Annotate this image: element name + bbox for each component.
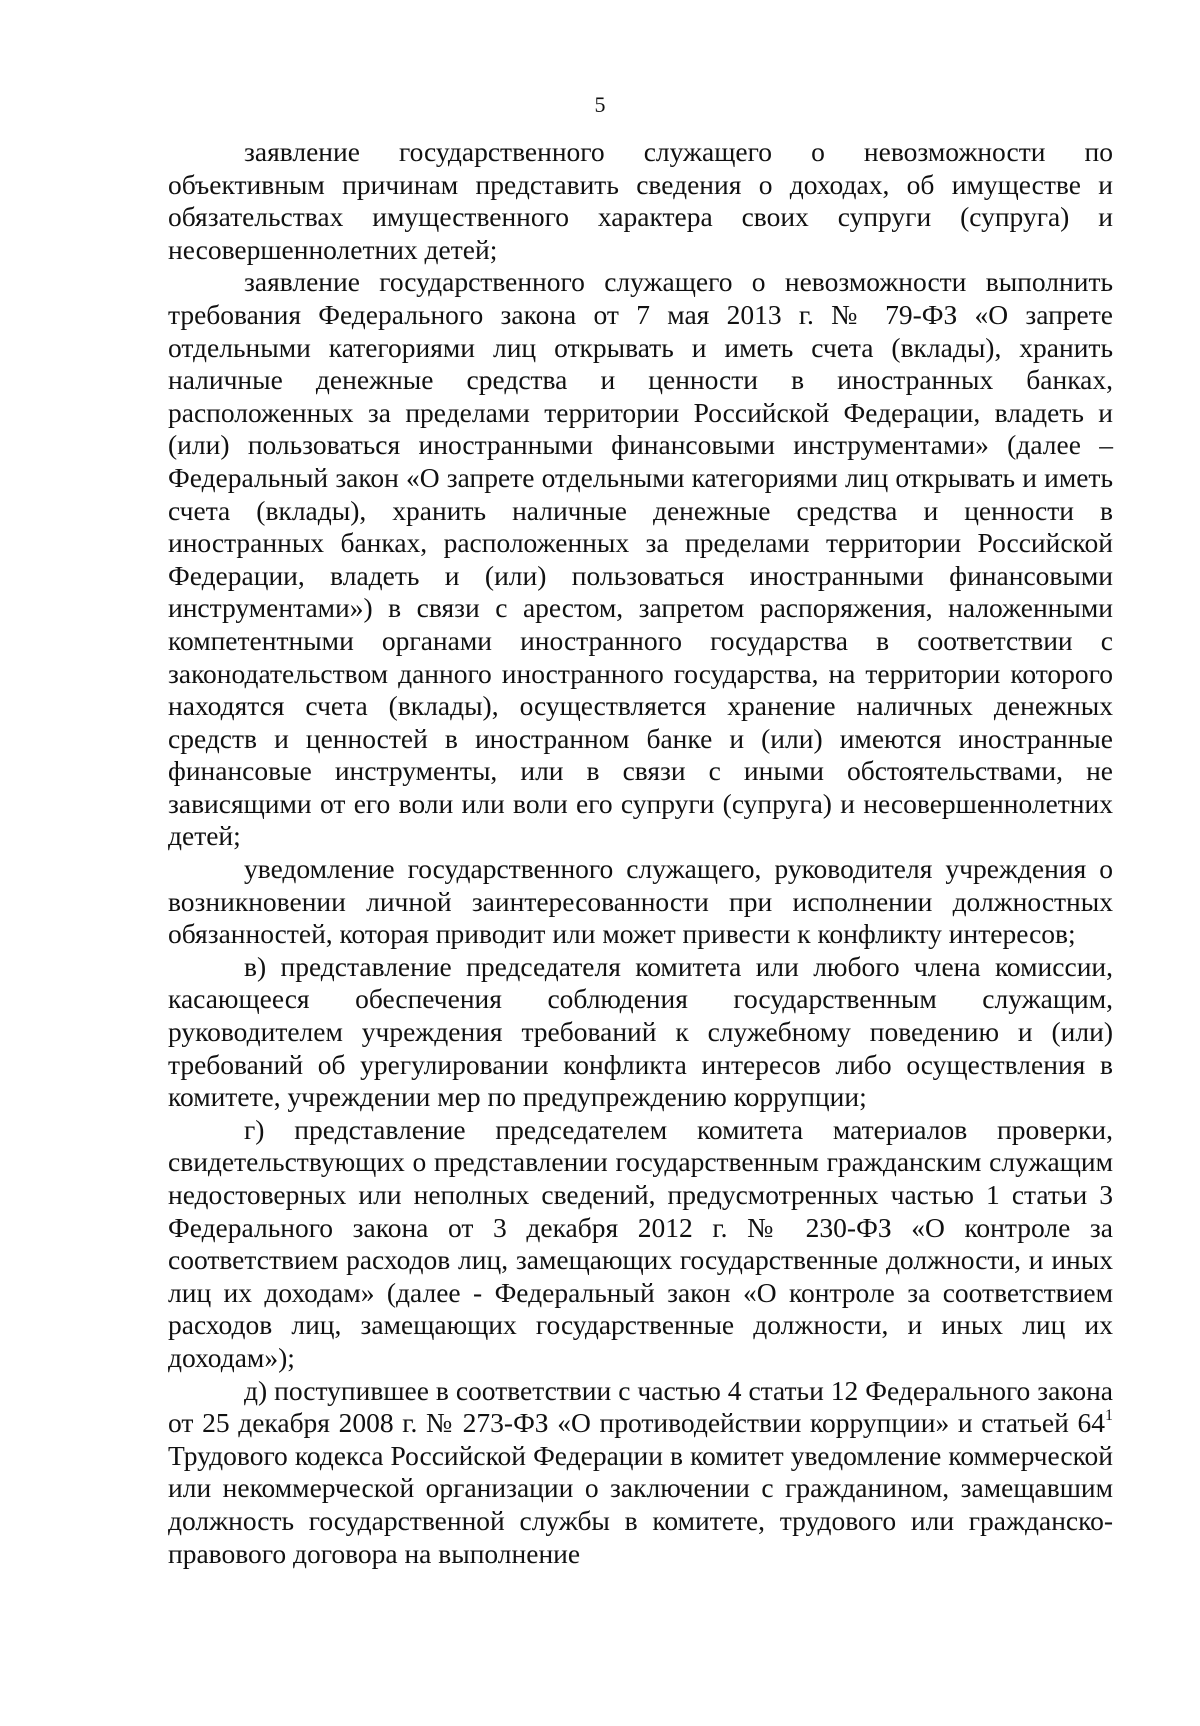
paragraph-item-d-text-after: Трудового кодекса Российской Федерации в комитет уведомление коммерческой или некоммерческой организации о заключении с гражданином, замещавшим должность государственной службы в комитете, трудового или гражданско-правового договора на выполнение <box>168 1439 1113 1569</box>
paragraph-item-g: г) представление председателем комитета материалов проверки, свидетельствующих о представлении государственным гражданским служащим недостоверных или неполных сведений, предусмотренных частью 1 статьи 3 Федерального закона от 3 декабря 2012 г. № 230-ФЗ «О контроле за соответствием расходов лиц, замещающих государственные должности, и иных лиц их доходам» (далее - Федеральный закон «О контроле за соответствием расходов лиц, замещающих государственные должности, и иных лиц их доходам»); <box>168 1113 1113 1373</box>
page-number: 5 <box>594 92 606 117</box>
paragraph-item-v: в) представление председателя комитета или любого члена комиссии, касающееся обеспечения соблюдения государственным служащим, руководителем учреждения требований к служебному поведению и (или) требований об урегулировании конфликта интересов либо осуществления в комитете, учреждении мер по предупреждению коррупции; <box>168 950 1113 1113</box>
paragraph-notification-conflict-interest: уведомление государственного служащего, руководителя учреждения о возникновении личной заинтересованности при исполнении должностных обязанностей, которая приводит или может привести к конфликту интересов; <box>168 853 1113 950</box>
paragraph-statement-impossibility-income: заявление государственного служащего о невозможности по объективным причинам представить сведения о доходах, об имуществе и обязательствах имущественного характера своих супруги (супруга) и несовершеннолетних детей; <box>168 136 1113 265</box>
paragraph-item-d-text-before: д) поступившее в соответствии с частью 4 статьи 12 Федерального закона от 25 декабря 2008 г. № 273-ФЗ «О противодействии коррупции» и статьей 64 <box>168 1374 1113 1439</box>
paragraph-item-d-superscript: 1 <box>1105 1407 1113 1425</box>
document-body <box>168 136 1113 1570</box>
paragraph-statement-foreign-accounts: заявление государственного служащего о невозможности выполнить требования Федерального закона от 7 мая 2013 г. № 79-ФЗ «О запрете отдельными категориями лиц открывать и иметь счета (вклады), хранить наличные денежные средства и ценности в иностранных банках, расположенных за пределами территории Российской Федерации, владеть и (или) пользоваться иностранными финансовыми инструментами» (далее – Федеральный закон «О запрете отдельными категориями лиц открывать и иметь счета (вклады), хранить наличные денежные средства и ценности в иностранных банках, расположенных за пределами территории Российской Федерации, владеть и (или) пользоваться иностранными финансовыми инструментами») в связи с арестом, запретом распоряжения, наложенными компетентными органами иностранного государства в соответствии с законодательством данного иностранного государства, на территории которого находятся счета (вклады), осуществляется хранение наличных денежных средств и ценностей в иностранном банке и (или) имеются иностранные финансовые инструменты, или в связи с иными обстоятельствами, не зависящими от его воли или воли его супруги (супруга) и несовершеннолетних детей; <box>168 266 1113 852</box>
paragraph-item-d <box>168 1375 1113 1571</box>
